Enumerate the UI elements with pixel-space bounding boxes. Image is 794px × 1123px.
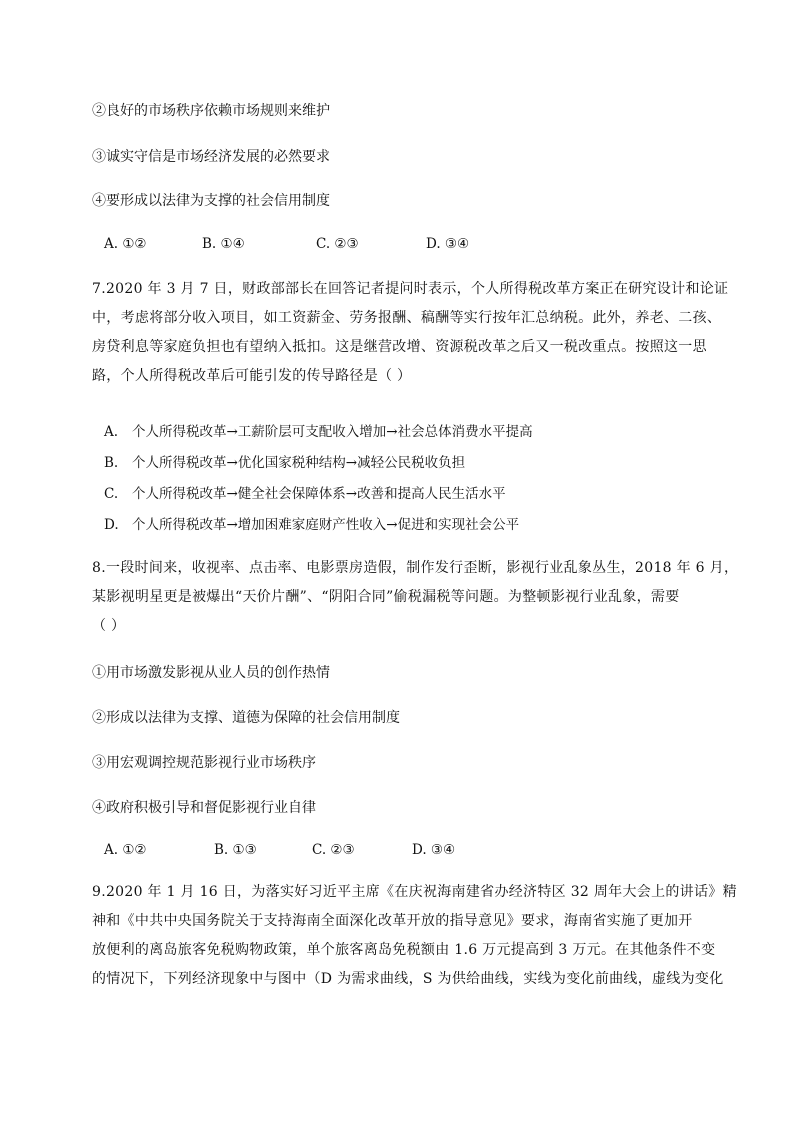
question-7-stem [92, 275, 729, 391]
question-8-statement-2: ②形成以法律为支撑、道德为保障的社会信用制度 [92, 710, 400, 726]
statement-4: ④要形成以法律为支撑的社会信用制度 [92, 193, 330, 209]
question-8-statement-4: ④政府积极引导和督促影视行业自律 [92, 800, 316, 816]
option-label: B. [104, 455, 119, 471]
question-8-line-1: 8.一段时间来，收视率、点击率、电影票房造假，制作发行歪断，影视行业乱象丛生，2018 年 6 月， [92, 560, 739, 576]
question-9-line-1: 9.2020 年 1 月 16 日，为落实好习近平主席《在庆祝海南建省办经济特区 32 周年大会上的讲话》精 [92, 884, 737, 900]
question-7-option-a[interactable] [104, 420, 533, 440]
question-9-line-3: 放便利的离岛旅客免税购物政策，单个旅客离岛免税额由 1.6 万元提高到 3 万元。在其他条件不变 [92, 942, 716, 958]
question-9-line-4: 的情况下，下列经济现象中与图中（D 为需求曲线，S 为供给曲线，实线为变化前曲线，虚线为变化 [92, 971, 724, 987]
question-7-option-b[interactable] [104, 451, 465, 471]
option-text: 个人所得税改革→优化国家税种结构→减轻公民税收负担 [132, 455, 466, 471]
question-7-option-c[interactable] [104, 482, 506, 502]
question-7-line-1: 7.2020 年 3 月 7 日，财政部部长在回答记者提问时表示，个人所得税改革方案正在研究设计和论证 [92, 281, 729, 297]
option-b[interactable]: B. ①③ [214, 842, 257, 858]
question-8-statement-1: ①用市场激发影视从业人员的创作热情 [92, 665, 330, 681]
question-8-line-3: （ ） [92, 618, 126, 634]
statement-3: ③诚实守信是市场经济发展的必然要求 [92, 149, 330, 165]
option-text: 个人所得税改革→工薪阶层可支配收入增加→社会总体消费水平提高 [132, 424, 533, 440]
question-7-line-3: 房贷利息等家庭负担也有望纳入抵扣。这是继营改增、资源税改革之后又一税改重点。按照这一思 [92, 339, 707, 355]
option-label: C. [104, 486, 119, 502]
question-8-line-2: 某影视明星更是被爆出“天价片酬”、“阴阳合同”偷税漏税等问题。为整顿影视行业乱象，需要 [92, 589, 680, 605]
option-d[interactable]: D. ③④ [426, 236, 470, 252]
question-7-line-2: 中，考虑将部分收入项目，如工资薪金、劳务报酬、稿酬等实行按年汇总纳税。此外，养老、二孩、 [92, 310, 722, 326]
option-text: 个人所得税改革→增加困难家庭财产性收入→促进和实现社会公平 [132, 517, 520, 533]
statement-2: ②良好的市场秩序依赖市场规则来维护 [92, 103, 330, 119]
option-a[interactable]: A. ①② [104, 842, 147, 858]
question-8-stem [92, 554, 739, 641]
option-text: 个人所得税改革→健全社会保障体系→改善和提高人民生活水平 [132, 486, 506, 502]
question-9-stem [92, 878, 737, 994]
question-7-line-4: 路，个人所得税改革后可能引发的传导路径是（ ） [92, 368, 412, 384]
option-c[interactable]: C. ②③ [312, 842, 355, 858]
option-c[interactable]: C. ②③ [316, 236, 359, 252]
option-d[interactable]: D. ③④ [412, 842, 456, 858]
question-9-line-2: 神和《中共中央国务院关于支持海南全面深化改革开放的指导意见》要求，海南省实施了更加开 [92, 913, 693, 929]
question-7-option-d[interactable] [104, 513, 519, 533]
option-label: D. [104, 517, 119, 533]
option-a[interactable]: A. ①② [104, 236, 147, 252]
option-label: A. [104, 424, 119, 440]
question-8-statement-3: ③用宏观调控规范影视行业市场秩序 [92, 755, 316, 771]
option-b[interactable]: B. ①④ [202, 236, 245, 252]
